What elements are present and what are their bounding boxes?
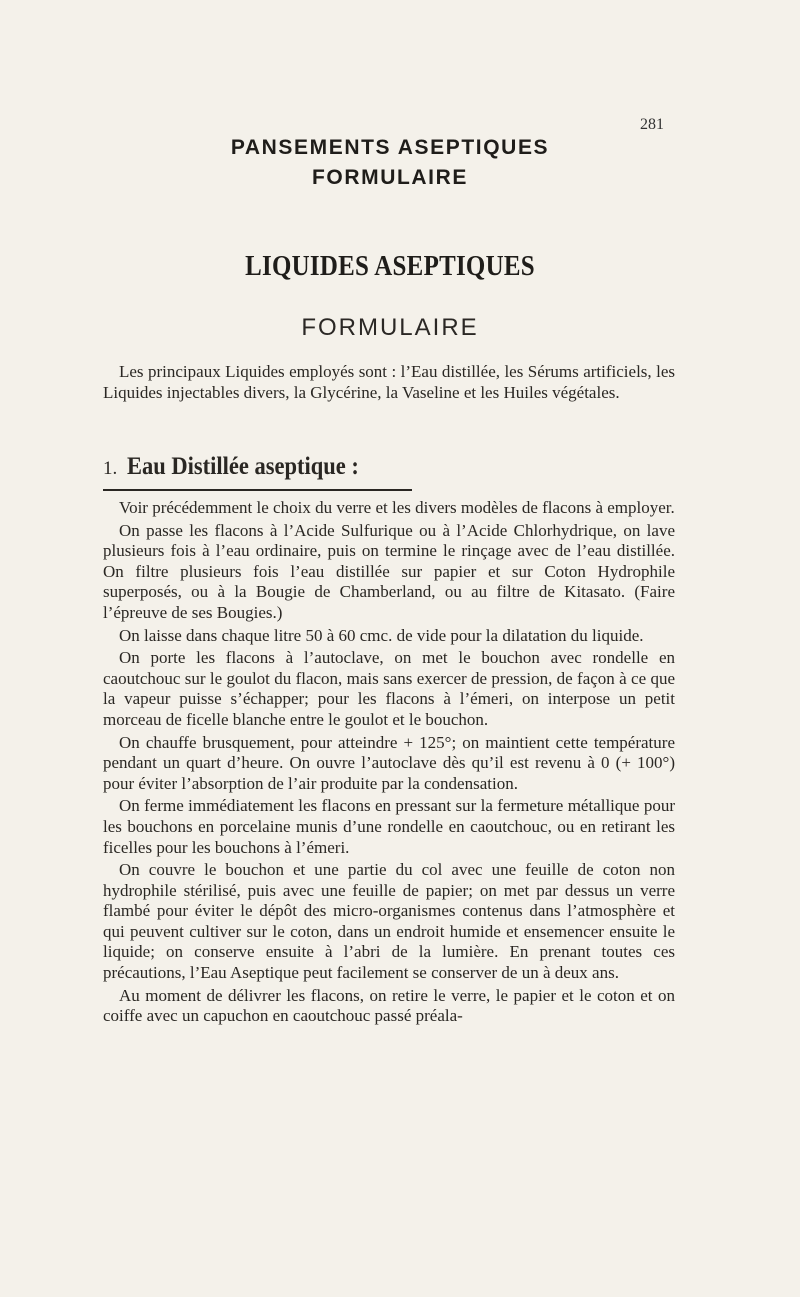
- running-head-line-2: FORMULAIRE: [312, 166, 468, 189]
- heading-text: Eau Distillée aseptique :: [127, 453, 360, 480]
- heading-underline: [103, 489, 412, 491]
- paragraph: On ferme immédiatement les flacons en pressant sur la fermeture métallique pour les bouchons en porcelaine munis d’une rondelle en caoutchouc, ou en retirant les ficelles pour les bouchons à l’émeri.: [103, 796, 675, 857]
- paragraph: On laisse dans chaque litre 50 à 60 cmc. de vide pour la dilatation du liquide.: [119, 625, 644, 645]
- running-head: [0, 133, 780, 193]
- paragraph: On porte les flacons à l’autoclave, on met le bouchon avec rondelle en caoutchouc sur le goulot du flacon, mais sans exercer de pression, de façon à ce que la vapeur puisse s’échapper; pour les flacons à l’émeri, on interpose un petit morceau de ficelle blanche entre le goulot et le bouchon.: [103, 648, 675, 729]
- paragraph: Au moment de délivrer les flacons, on retire le verre, le papier et le coton et on coiffe avec un capuchon en caoutchouc passé préala-: [103, 985, 675, 1026]
- heading-number: 1.: [103, 458, 118, 479]
- paragraph: On chauffe brusquement, pour atteindre + 125°; on maintient cette température pendant un quart d’heure. On ouvre l’autoclave dès qu’il est revenu à 0 (+ 100°) pour éviter l’absorption de l’air produite par la condensation.: [103, 732, 675, 793]
- body-text: [103, 498, 675, 1027]
- section-subtitle: FORMULAIRE: [301, 314, 479, 341]
- paragraph: Voir précédemment le choix du verre et les divers modèles de flacons à employer.: [119, 498, 675, 517]
- section-title: LIQUIDES ASEPTIQUES: [245, 250, 535, 282]
- heading-eau-distillee: [103, 452, 385, 484]
- page-number: 281: [640, 116, 664, 133]
- paragraph: On passe les flacons à l’Acide Sulfurique ou à l’Acide Chlorhydrique, on lave plusieurs fois à l’eau ordinaire, puis on termine le rinçage avec de l’eau distillée. On filtre plusieurs fois l’eau distillée sur papier et sur Coton Hydrophile superposés, ou à la Bougie de Chamberland, ou au filtre de Kitasato. (Faire l’épreuve de ses Bougies.): [103, 520, 675, 622]
- running-head-line-1: PANSEMENTS ASEPTIQUES: [230, 136, 550, 159]
- intro-paragraph: Les principaux Liquides employés sont : l’Eau distillée, les Sérums artificiels, les Liquides injectables divers, la Glycérine, la Vaseline et les Huiles végétales.: [103, 362, 675, 402]
- paragraph: On couvre le bouchon et une partie du col avec une feuille de coton non hydrophile stérilisé, puis avec une feuille de papier; on met par dessus un verre flambé pour éviter le dépôt des micro-organismes contenus dans l’atmosphère et qui peuvent cultiver sur le coton, dans un endroit humide et ensemencer ensuite le liquide; on conserve ensuite à l’abri de la lumière. En prenant toutes ces précautions, l’Eau Aseptique peut facilement se conserver de un à deux ans.: [103, 860, 675, 983]
